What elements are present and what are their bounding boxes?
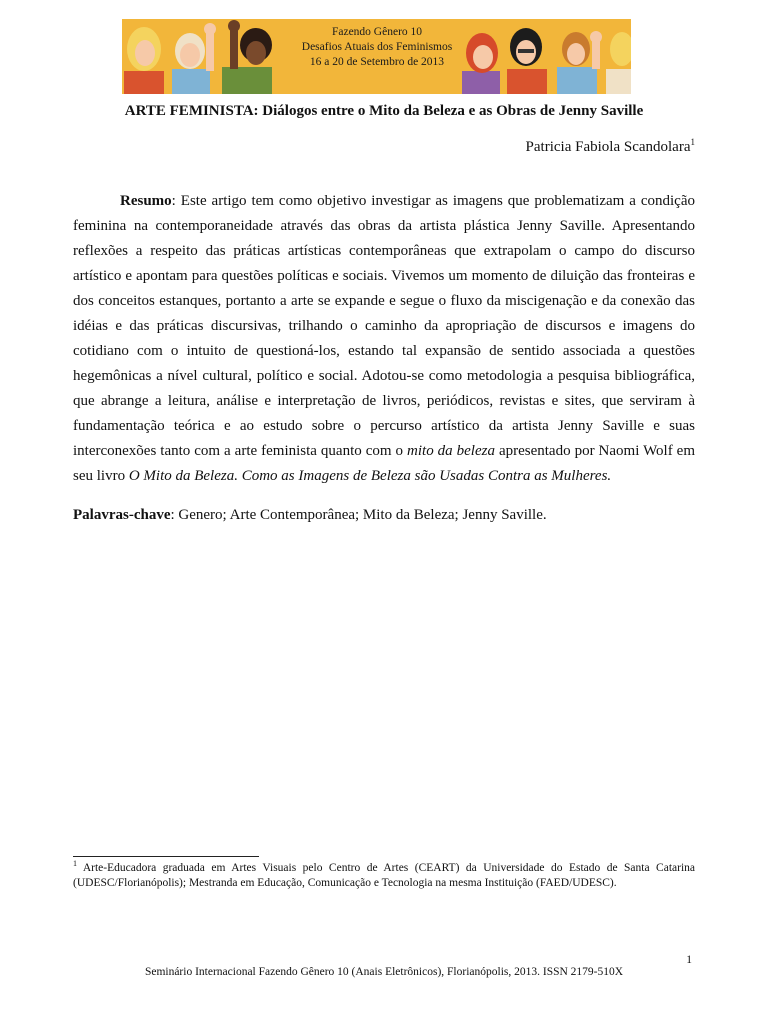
footnote-divider	[73, 856, 259, 857]
footnote-mark: 1	[73, 859, 77, 869]
abstract-paragraph	[73, 189, 695, 489]
figure-woman-raised-arm	[172, 23, 216, 94]
abstract-text-1: : Este artigo tem como objetivo investigar as imagens que problematizam a condição feminina na contemporaneidade através das obras da artista plástica Jenny Saville. Apresentando reflexões a respeito das práticas artísticas contemporâneas que extrapolam o campo do discurso artístico e apontam para questões políticas e sociais. Vivemos um momento de diluição das fronteiras e dos conceitos estanques, portanto a arte se expande e segue o fluxo da miscigenação e da conexão das idéias e das práticas discursivas, trilhando o caminho da apropriação de discursos e imagens do cotidiano com o intuito de questioná-los, estando tal expansão de sentido associada a questões hegemônicas a nível cultural, político e social. Adotou-se como metodologia a pesquisa bibliográfica, que abrange a leitura, análise e interpretação de livros, periódicos, revistas e sites, que serviram à fundamentação teórica e ao estudo sobre o percurso artístico da artista Jenny Saville e suas interconexões tanto com a arte feminista quanto com o	[73, 193, 695, 459]
author-name-text: Patricia Fabiola Scandolara	[525, 139, 691, 155]
author-name	[526, 139, 695, 156]
keywords	[73, 505, 695, 525]
page-footer: Seminário Internacional Fazendo Gênero 10 (Anais Eletrônicos), Florianópolis, 2013. ISSN 2179-510X	[144, 966, 624, 978]
keywords-text: : Genero; Arte Contemporânea; Mito da Beleza; Jenny Saville.	[170, 507, 547, 523]
banner-line-1: Fazendo Gênero 10	[331, 26, 423, 38]
footnote	[73, 861, 695, 891]
abstract-italic-1: mito da beleza	[407, 443, 495, 459]
footnote-text: Arte-Educadora graduada em Artes Visuais pelo Centro de Artes (CEART) da Universidade do Estado de Santa Catarina (UDESC/Florianópolis); Mestranda em Educação, Comunicação e Tecnologia na mesma Instituição (FAED/UDESC).	[73, 862, 695, 889]
figure-edge-woman	[606, 32, 631, 94]
figure-dark-woman	[222, 20, 272, 94]
article-title: ARTE FEMINISTA: Diálogos entre o Mito da Beleza e as Obras de Jenny Saville	[124, 103, 644, 119]
keywords-label: Palavras-chave	[73, 507, 171, 523]
page-number: 1	[686, 954, 692, 966]
abstract-italic-2: O Mito da Beleza. Como as Imagens de Beleza são Usadas Contra as Mulheres.	[128, 468, 612, 484]
conference-banner	[122, 19, 631, 94]
author-footnote-mark: 1	[690, 137, 695, 147]
abstract-label: Resumo	[120, 193, 172, 209]
banner-line-2: Desafios Atuais dos Feminismos	[301, 41, 453, 53]
figure-blonde-woman	[124, 27, 164, 94]
abstract-text-2: apresentado por Naomi Wolf em seu livro	[73, 443, 695, 484]
banner-title	[282, 25, 472, 70]
figure-woman-glasses	[507, 28, 547, 94]
banner-line-3: 16 a 20 de Setembro de 2013	[309, 56, 445, 68]
figure-woman-flexing	[557, 31, 602, 94]
